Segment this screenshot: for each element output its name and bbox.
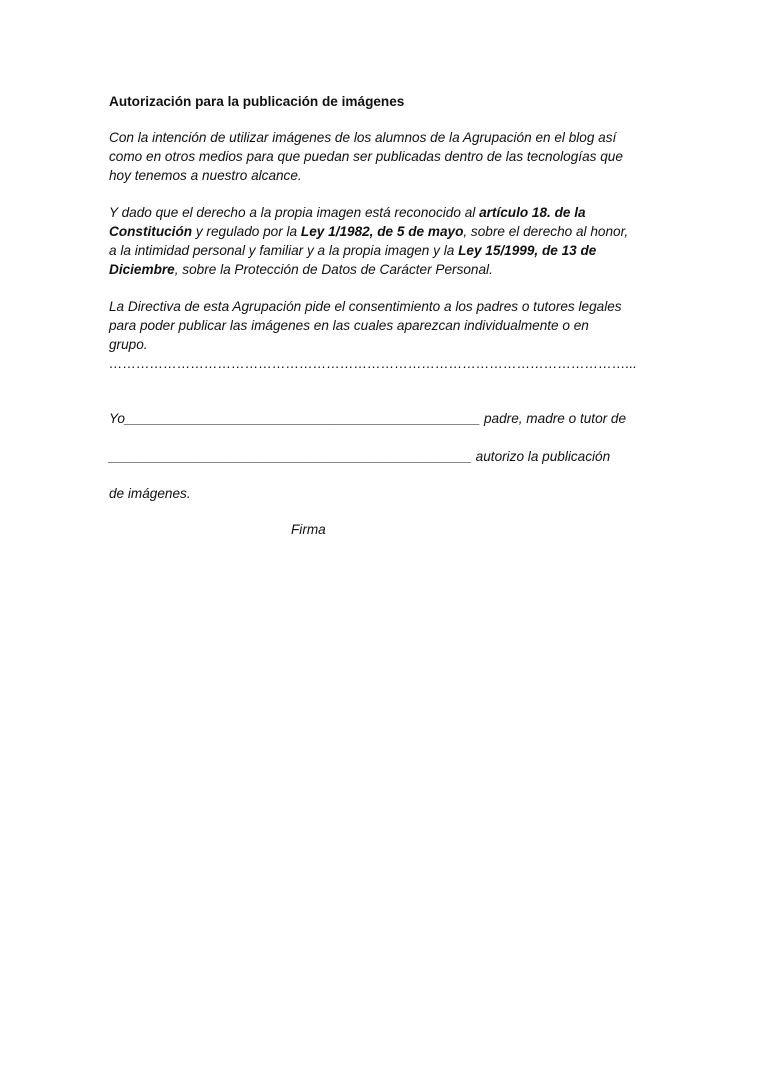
para2-line3 <box>109 242 596 260</box>
law-reference: Ley 15/1999, de 13 de <box>458 243 597 258</box>
dotted-separator: ……………………………………………………………………………………………………... <box>109 356 637 371</box>
yo-name-field[interactable]: Yo_______________________________________________ padre, madre o tutor de <box>109 411 627 426</box>
para1-line1: Con la intención de utilizar imágenes de los alumnos de la Agrupación en el blog así <box>109 130 617 145</box>
imagenes-line: de imágenes. <box>109 486 191 501</box>
para2-line1 <box>109 204 586 222</box>
para3-line2: para poder publicar las imágenes en las cuales aparezcan individualmente o en <box>109 318 589 333</box>
law-reference: Constitución <box>109 224 193 239</box>
para2-text: a la intimidad personal y familiar y a la propia imagen y la <box>109 243 459 258</box>
para2-text: Y dado que el derecho a la propia imagen está reconocido al <box>109 205 480 220</box>
student-name-field[interactable]: ________________________________________________ autorizo la publicación <box>109 449 611 464</box>
para3-line1: La Directiva de esta Agrupación pide el consentimiento a los padres o tutores legales <box>109 299 622 314</box>
para2-line2 <box>109 223 628 241</box>
para2-text: , sobre el derecho al honor, <box>463 224 629 239</box>
para2-line4 <box>109 261 493 279</box>
document-title: Autorización para la publicación de imágenes <box>109 94 405 109</box>
firma-label: Firma <box>291 522 326 537</box>
para3-line3: grupo. <box>109 337 148 352</box>
law-reference: Ley 1/1982, de 5 de mayo <box>300 224 464 239</box>
para1-line3: hoy tenemos a nuestro alcance. <box>109 168 302 183</box>
law-reference: artículo 18. de la <box>479 205 586 220</box>
law-reference: Diciembre <box>109 262 175 277</box>
para2-text: y regulado por la <box>192 224 301 239</box>
para1-line2: como en otros medios para que puedan ser publicadas dentro de las tecnologías que <box>109 149 623 164</box>
para2-text: , sobre la Protección de Datos de Carácter Personal. <box>174 262 493 277</box>
